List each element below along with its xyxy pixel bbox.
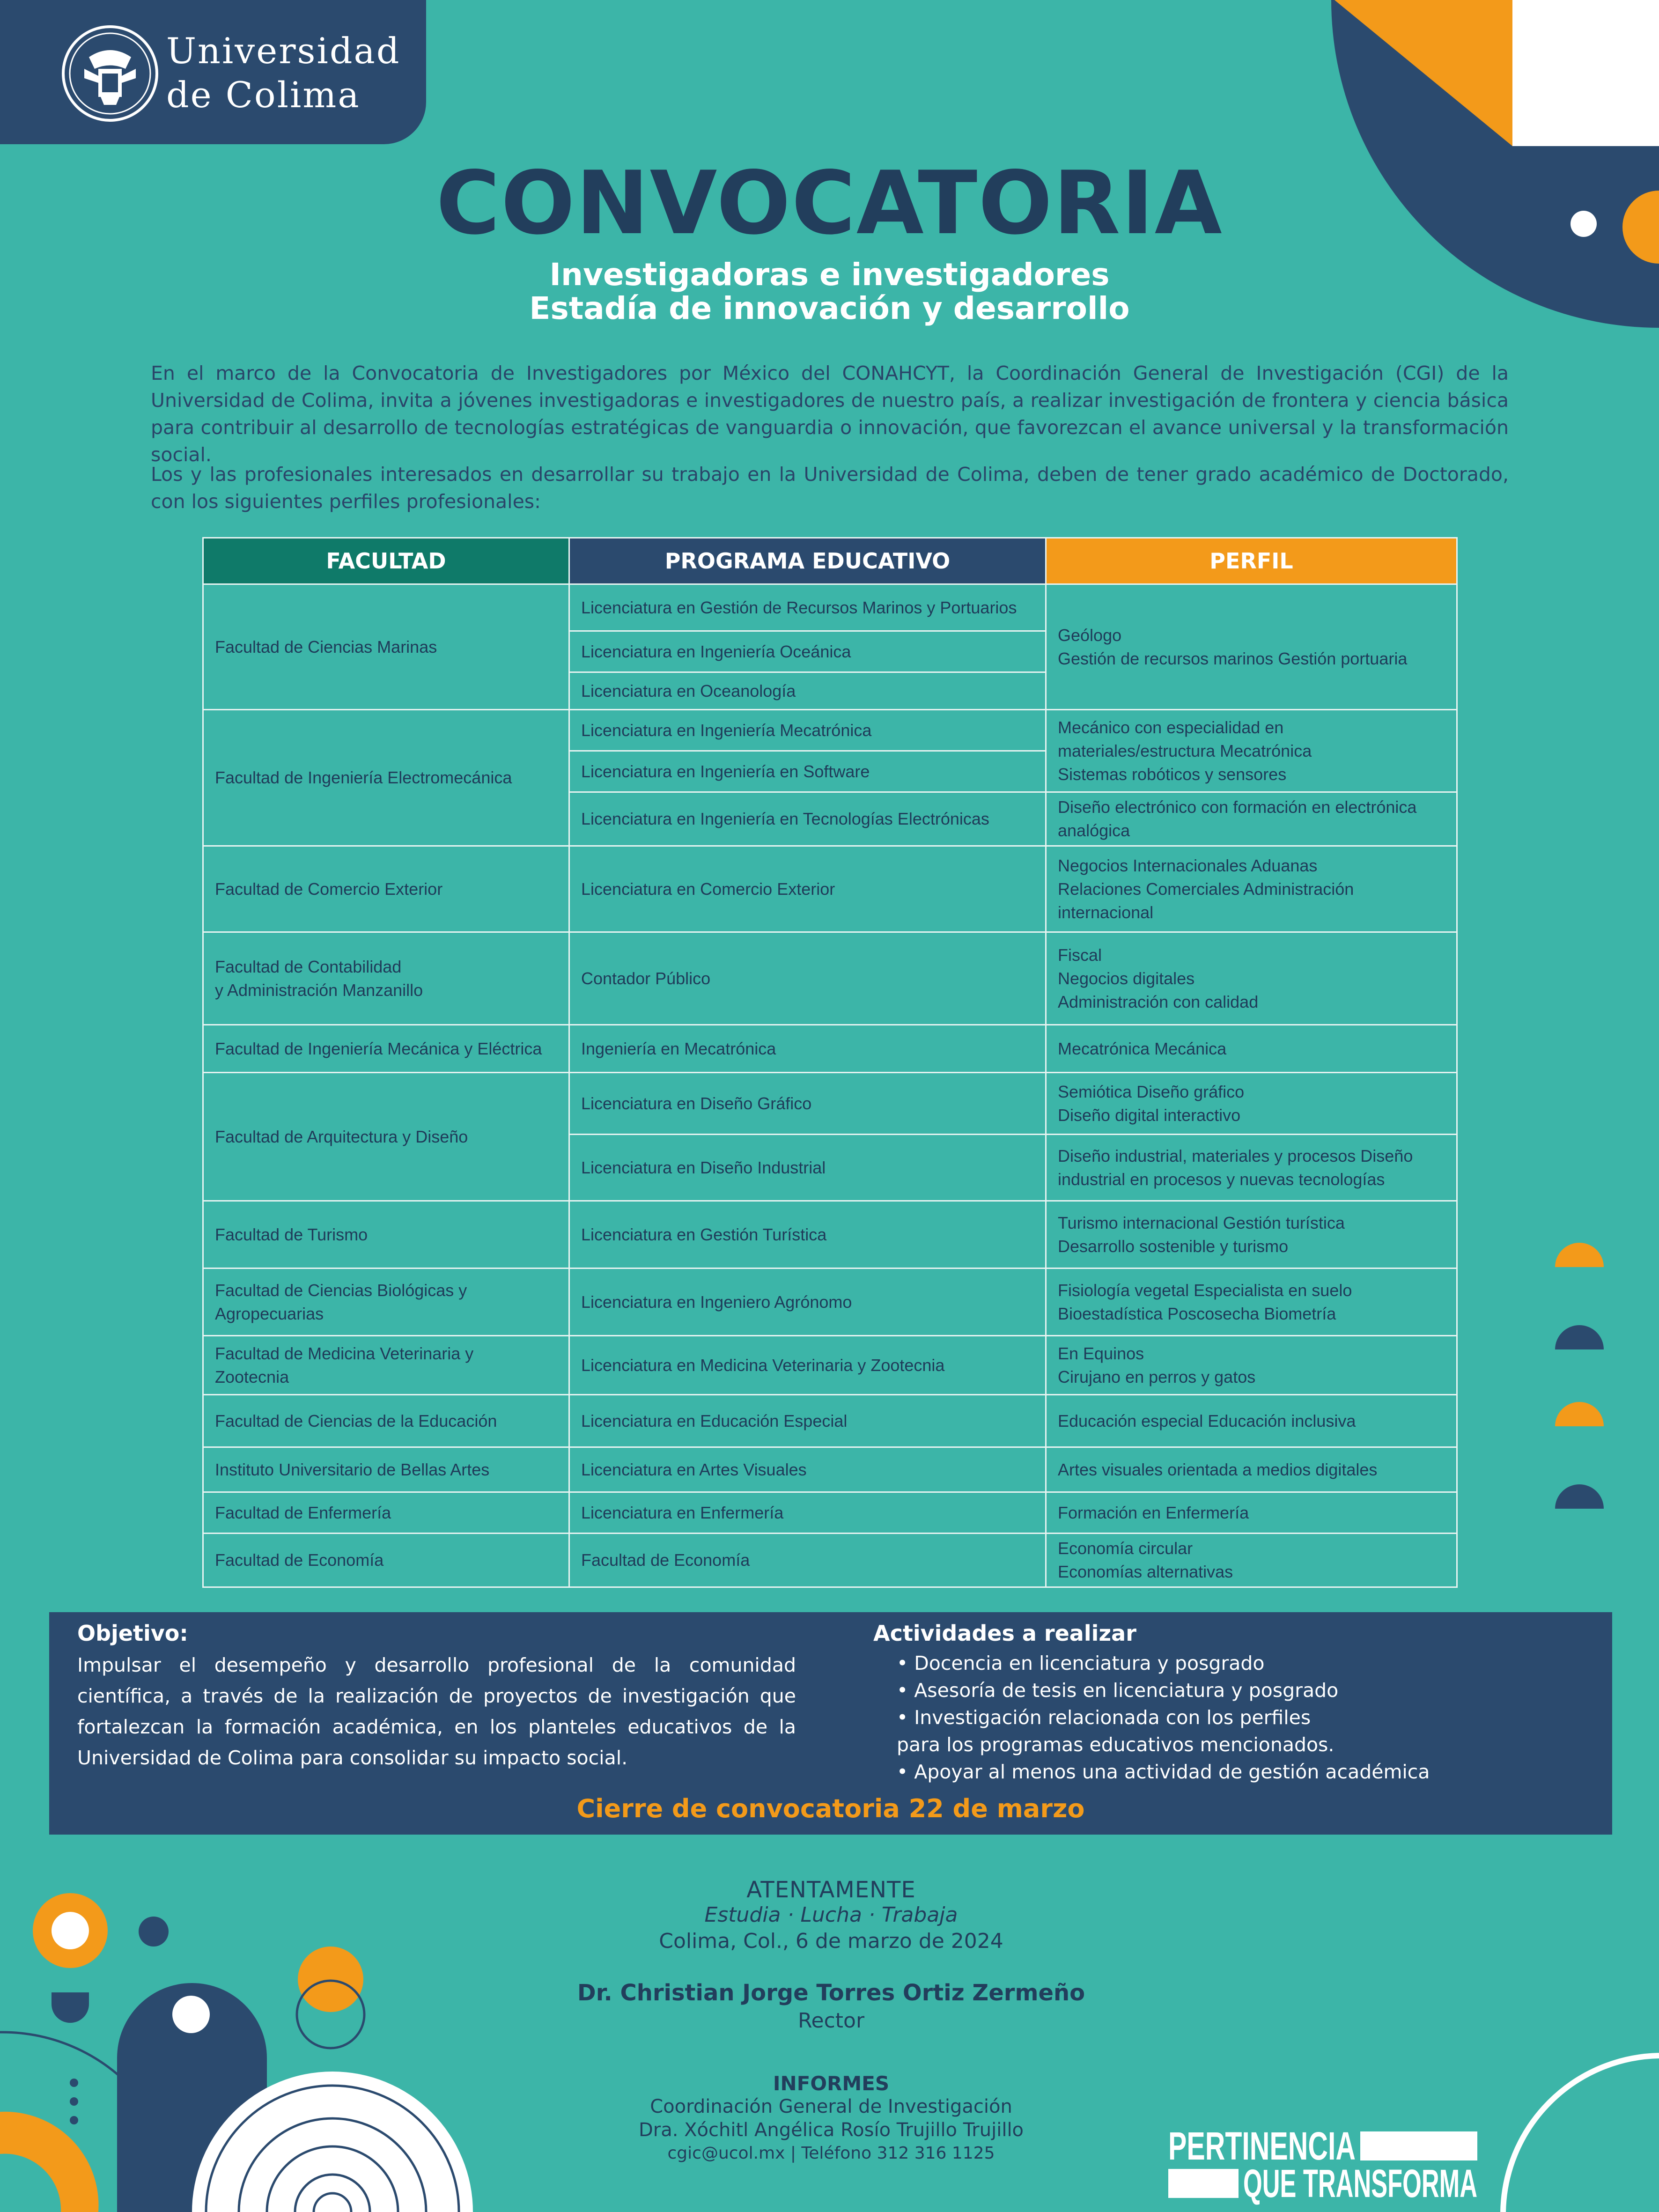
cell-perfil: Geólogo Gestión de recursos marinos Gestión portuaria [1046,584,1457,710]
slogan-bar-bottom [1168,2169,1239,2198]
cell-programa: Licenciatura en Ingeniero Agrónomo [569,1268,1046,1336]
cell-programa: Licenciatura en Artes Visuales [569,1447,1046,1492]
cell-facultad: Instituto Universitario de Bellas Artes [203,1447,569,1492]
slogan-line2: QUE TRANSFORMA [1243,2161,1477,2205]
table-row [203,1492,1457,1534]
decorative-shapes-bottom-left [0,1892,478,2212]
cell-perfil: En Equinos Cirujano en perros y gatos [1046,1336,1457,1395]
header-facultad: FACULTAD [203,538,569,584]
subtitle-line2: Estadía de innovación y desarrollo [529,290,1130,326]
cell-facultad: Facultad de Enfermería [203,1492,569,1534]
slogan-bar-top [1360,2131,1477,2160]
activity-item: • Apoyar al menos una actividad de gestión académica [897,1761,1430,1783]
cell-programa: Licenciatura en Enfermería [569,1492,1046,1534]
table-row [203,1395,1457,1447]
cell-facultad: Facultad de Contabilidad y Administración Manzanillo [203,932,569,1025]
activity-item: • Investigación relacionada con los perfiles para los programas educativos mencionados. [897,1706,1335,1756]
cell-perfil: Diseño electrónico con formación en electrónica analógica [1046,792,1457,846]
cell-programa: Licenciatura en Oceanología [569,672,1046,710]
profiles-intro-paragraph: Los y las profesionales interesados en desarrollar su trabajo en la Universidad de Colima, deben de tener grado académico de Doctorado, con los siguientes perfiles profesionales: [151,463,1509,513]
activities-title: Actividades a realizar [873,1621,1136,1646]
table-row [203,1447,1457,1492]
decorative-arc-bottom-right [1489,2046,1659,2212]
cell-facultad: Facultad de Ingeniería Mecánica y Eléctrica [203,1025,569,1073]
cell-programa: Licenciatura en Medicina Veterinaria y Zootecnia [569,1336,1046,1395]
cell-programa: Licenciatura en Ingeniería Mecatrónica [569,710,1046,751]
intro-paragraph: En el marco de la Convocatoria de Investigadores por México del CONAHCYT, la Coordinación General de Investigación (CGI) de la Universidad de Colima, invita a jóvenes investigadoras e investigadores de nuestro país, a realizar investigación de frontera y ciencia básica para contribuir al desarrollo de tecnologías estratégicas de vanguardia o innovación, que favorezcan el avance universal y la transformación social. [151,362,1509,466]
table-row [203,710,1457,751]
cell-perfil: Fiscal Negocios digitales Administración con calidad [1046,932,1457,1025]
cell-facultad: Facultad de Economía [203,1534,569,1587]
table-row [203,846,1457,932]
table-row [203,584,1457,631]
activity-item: • Docencia en licenciatura y posgrado [897,1652,1265,1674]
table-row [203,1336,1457,1395]
page-title: CONVOCATORIA [436,152,1223,254]
cell-facultad: Facultad de Ciencias Biológicas y Agropecuarias [203,1268,569,1336]
activity-item: • Asesoría de tesis en licenciatura y posgrado [897,1679,1339,1702]
table-row [203,1534,1457,1587]
deadline-text: Cierre de convocatoria 22 de marzo [576,1794,1085,1823]
cell-programa: Licenciatura en Ingeniería Oceánica [569,631,1046,672]
cell-programa: Licenciatura en Diseño Gráfico [569,1073,1046,1135]
cell-perfil: Artes visuales orientada a medios digitales [1046,1447,1457,1492]
place-date: Colima, Col., 6 de marzo de 2024 [659,1929,1003,1953]
table-header-row [203,538,1457,584]
objective-activities-box [49,1612,1612,1835]
cell-facultad: Facultad de Ciencias de la Educación [203,1395,569,1447]
cell-perfil: Diseño industrial, materiales y procesos Diseño industrial en procesos y nuevas tecnologías [1046,1135,1457,1201]
cell-programa: Contador Público [569,932,1046,1025]
decorative-half-circles-right [1554,1241,1605,1512]
cell-programa: Ingeniería en Mecatrónica [569,1025,1046,1073]
university-name [166,29,400,117]
cell-facultad: Facultad de Comercio Exterior [203,846,569,932]
table-row [203,1268,1457,1336]
cell-facultad: Facultad de Arquitectura y Diseño [203,1073,569,1201]
university-logo-block [0,0,426,144]
cell-perfil: Mecánico con especialidad en materiales/estructura Mecatrónica Sistemas robóticos y sensores [1046,710,1457,792]
header-programa: PROGRAMA EDUCATIVO [569,538,1046,584]
cell-programa: Facultad de Economía [569,1534,1046,1587]
table-row [203,1073,1457,1135]
cell-programa: Licenciatura en Educación Especial [569,1395,1046,1447]
cell-perfil: Negocios Internacionales Aduanas Relaciones Comerciales Administración internacional [1046,846,1457,932]
closing-text: ATENTAMENTE [746,1877,916,1903]
cell-programa: Licenciatura en Comercio Exterior [569,846,1046,932]
signer-name: Dr. Christian Jorge Torres Ortiz Zermeño [577,1980,1085,2006]
table-body [203,584,1457,1587]
table-row [203,1201,1457,1268]
motto-text: Estudia · Lucha · Trabaja [704,1903,958,1927]
table-row [203,932,1457,1025]
university-seal-icon [61,24,159,123]
university-name-line1: Universidad [166,30,401,72]
cell-programa: Licenciatura en Ingeniería en Software [569,751,1046,792]
cell-perfil: Semiótica Diseño gráfico Diseño digital interactivo [1046,1073,1457,1135]
header-perfil: PERFIL [1046,538,1457,584]
informes-person: Dra. Xóchitl Angélica Rosío Trujillo Trujillo [638,2119,1024,2141]
slogan-line1: PERTINENCIA [1168,2124,1356,2168]
cell-facultad: Facultad de Medicina Veterinaria y Zootecnia [203,1336,569,1395]
activities-list [897,1650,1599,1785]
informes-contact: cgic@ucol.mx | Teléfono 312 316 1125 [667,2144,995,2163]
cell-programa: Licenciatura en Diseño Industrial [569,1135,1046,1201]
signer-role: Rector [797,2009,865,2033]
cell-facultad: Facultad de Turismo [203,1201,569,1268]
profiles-table [202,537,1456,1588]
cell-perfil: Fisiología vegetal Especialista en suelo Bioestadística Poscosecha Biometría [1046,1268,1457,1336]
cell-facultad: Facultad de Ciencias Marinas [203,584,569,710]
cell-programa: Licenciatura en Ingeniería en Tecnologías Electrónicas [569,792,1046,846]
cell-programa: Licenciatura en Gestión Turística [569,1201,1046,1268]
informes-org: Coordinación General de Investigación [650,2096,1012,2117]
cell-programa: Licenciatura en Gestión de Recursos Marinos y Portuarios [569,584,1046,631]
university-name-line2: de Colima [166,74,361,116]
cell-perfil: Turismo internacional Gestión turística Desarrollo sostenible y turismo [1046,1201,1457,1268]
objective-title: Objetivo: [77,1621,188,1646]
objective-text: Impulsar el desempeño y desarrollo profesional de la comunidad científica, a través de la realización de proyectos de investigación que fortalezcan la formación académica, en los planteles educativos de la Universidad de Colima para consolidar su impacto social. [77,1654,796,1769]
cell-facultad: Facultad de Ingeniería Electromecánica [203,710,569,846]
slogan-logo [1168,2126,1477,2205]
cell-perfil: Mecatrónica Mecánica [1046,1025,1457,1073]
cell-perfil: Educación especial Educación inclusiva [1046,1395,1457,1447]
informes-title: INFORMES [773,2072,890,2095]
subtitle-line1: Investigadoras e investigadores [549,257,1110,293]
cell-perfil: Formación en Enfermería [1046,1492,1457,1534]
table-row [203,1025,1457,1073]
cell-perfil: Economía circular Economías alternativas [1046,1534,1457,1587]
